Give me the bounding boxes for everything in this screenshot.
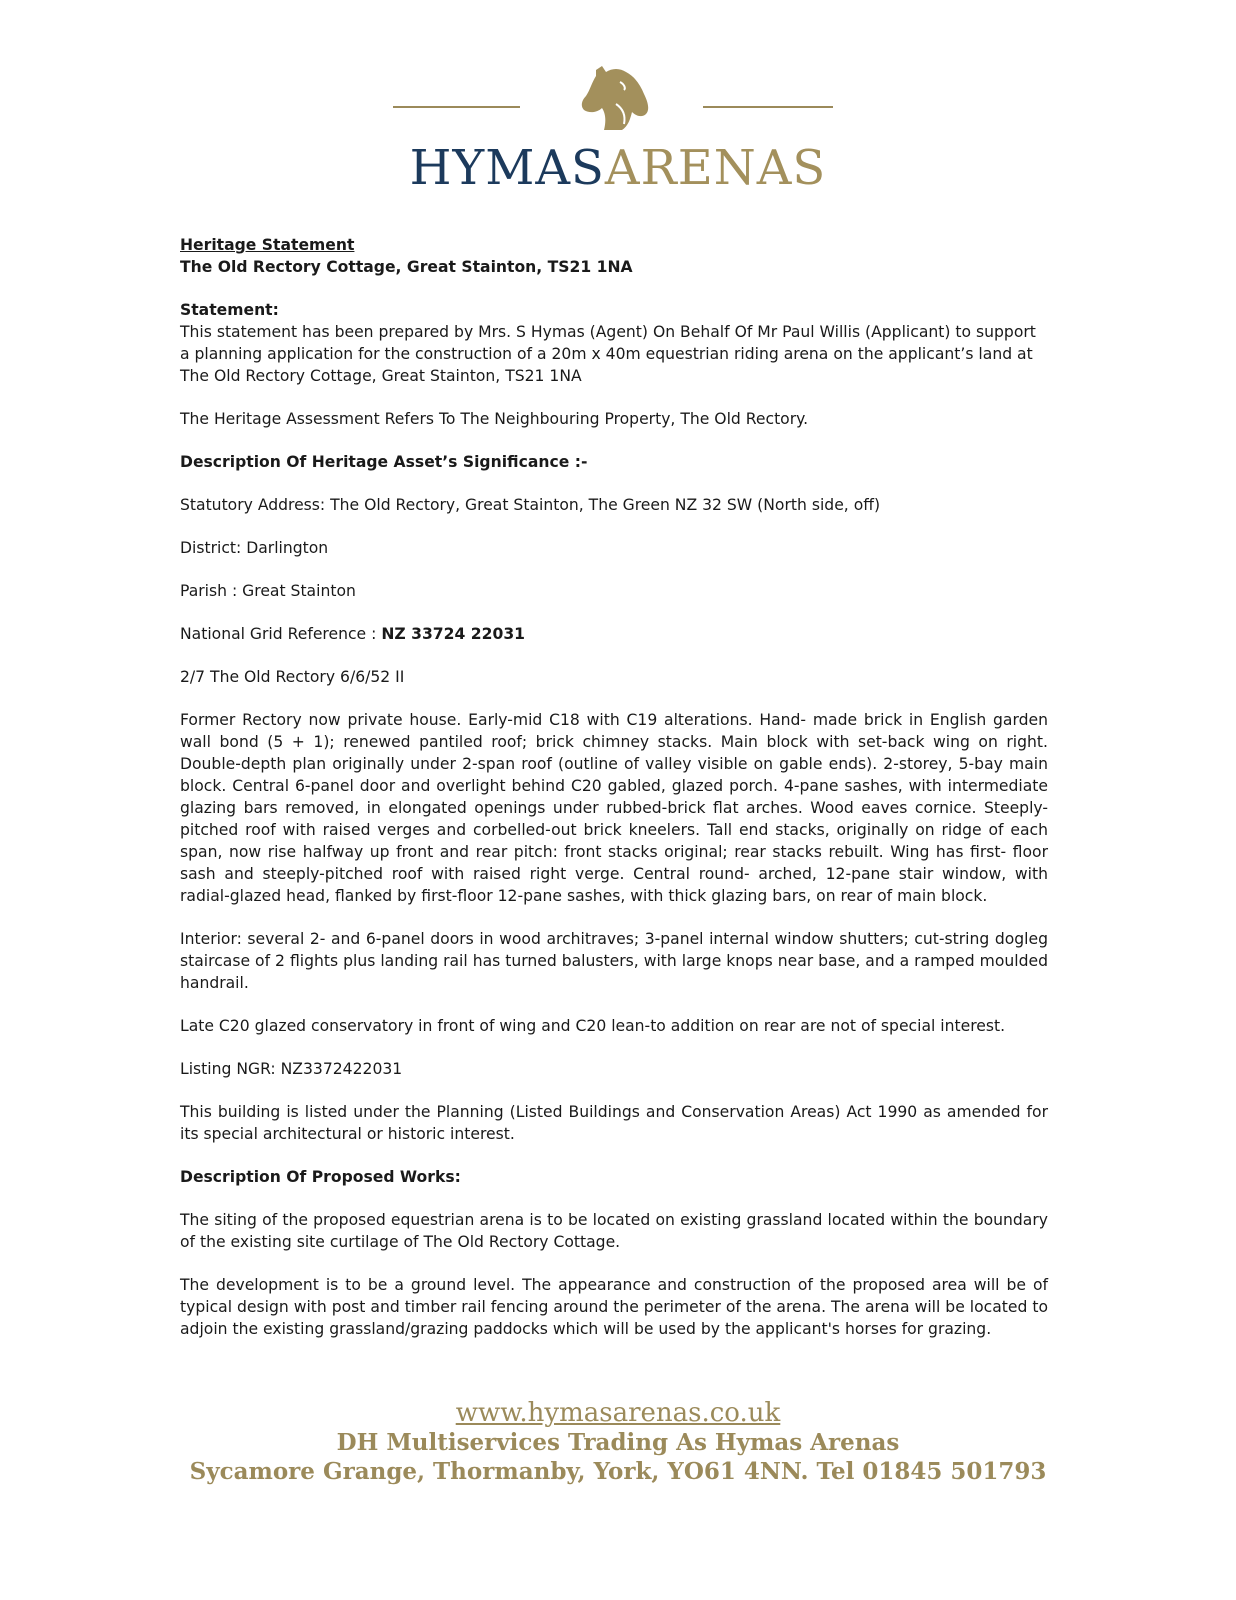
description-paragraph: Former Rectory now private house. Early-mid C18 with C19 alterations. Hand- made brick in English garden wall bond (5 + 1); renewed pantiled roof; brick chimney stacks. Main block with set-back wing on right. Double-depth plan originally under 2-span roof (outline of valley visible on gable ends). 2-storey, 5-bay main block. Central 6-panel door and overlight behind C20 gabled, glazed porch. 4-pane sashes, with intermediate glazing bars removed, in elongated openings under rubbed-brick flat arches. Wood eaves cornice. Steeply-pitched roof with raised verges and corbelled-out brick kneelers. Tall end stacks, originally on ridge of each span, now rise halfway up front and rear pitch: front stacks original; rear stacks rebuilt. Wing has first- floor sash and steeply-pitched roof with raised right verge. Central round- arched, 12-pane stair window, with radial-glazed head, flanked by first-floor 12-pane sashes, with thick glazing bars, on rear of main block. xyxy=(180,711,1048,905)
brand-secondary: ARENAS xyxy=(604,140,827,196)
grid-reference-label: National Grid Reference : xyxy=(180,625,382,643)
brand-primary: HYMAS xyxy=(409,140,605,196)
siting-paragraph: The siting of the proposed equestrian arena is to be located on existing grassland located within the boundary of the existing site curtilage of The Old Rectory Cottage. xyxy=(180,1211,1048,1251)
conservatory-paragraph: Late C20 glazed conservatory in front of wing and C20 lean-to addition on rear are not of special interest. xyxy=(180,1017,1006,1035)
listing-ngr: Listing NGR: NZ3372422031 xyxy=(180,1060,403,1078)
statement-heading: Statement: xyxy=(180,301,279,319)
footer xyxy=(0,1398,1236,1486)
grid-reference xyxy=(180,623,1048,645)
significance-heading: Description Of Heritage Asset’s Significance :- xyxy=(180,453,588,471)
footer-address: Sycamore Grange, Thormanby, York, YO61 4NN. Tel 01845 501793 xyxy=(189,1458,1047,1485)
footer-company: DH Multiservices Trading As Hymas Arenas xyxy=(336,1429,900,1456)
letterhead xyxy=(0,0,1236,200)
works-heading: Description Of Proposed Works: xyxy=(180,1168,461,1186)
parish: Parish : Great Stainton xyxy=(180,582,356,600)
grid-reference-value: NZ 33724 22031 xyxy=(381,625,526,643)
document-subtitle: The Old Rectory Cottage, Great Stainton, TS21 1NA xyxy=(180,258,633,276)
listing-line: 2/7 The Old Rectory 6/6/52 II xyxy=(180,668,405,686)
document-title: Heritage Statement xyxy=(180,236,355,254)
listed-act-paragraph: This building is listed under the Planning (Listed Buildings and Conservation Areas) Act 1990 as amended for its special architectural or historic interest. xyxy=(180,1103,1048,1143)
document-body xyxy=(180,234,1048,1361)
statement-body: This statement has been prepared by Mrs. S Hymas (Agent) On Behalf Of Mr Paul Willis (Applicant) to support a planning application for the construction of a 20m x 40m equestrian riding arena on the applicant’s land at The Old Rectory Cottage, Great Stainton, TS21 1NA xyxy=(180,323,1036,385)
letterhead-rule-left xyxy=(393,106,520,108)
district: District: Darlington xyxy=(180,539,329,557)
development-paragraph: The development is to be a ground level. The appearance and construction of the proposed area will be of typical design with post and timber rail fencing around the perimeter of the arena. The arena will be located to adjoin the existing grassland/grazing paddocks which will be used by the applicant's horses for grazing. xyxy=(180,1276,1048,1338)
assessment-reference: The Heritage Assessment Refers To The Neighbouring Property, The Old Rectory. xyxy=(180,410,809,428)
statutory-address: Statutory Address: The Old Rectory, Great Stainton, The Green NZ 32 SW (North side, off) xyxy=(180,496,881,514)
horse-head-icon xyxy=(576,64,652,132)
footer-website-link[interactable]: www.hymasarenas.co.uk xyxy=(455,1398,781,1428)
interior-paragraph: Interior: several 2- and 6-panel doors in wood architraves; 3-panel internal window shutters; cut-string dogleg staircase of 2 flights plus landing rail has turned balusters, with large knops near base, and a ramped moulded handrail. xyxy=(180,930,1048,992)
brand-wordmark xyxy=(0,140,1236,196)
letterhead-rule-right xyxy=(703,106,833,108)
